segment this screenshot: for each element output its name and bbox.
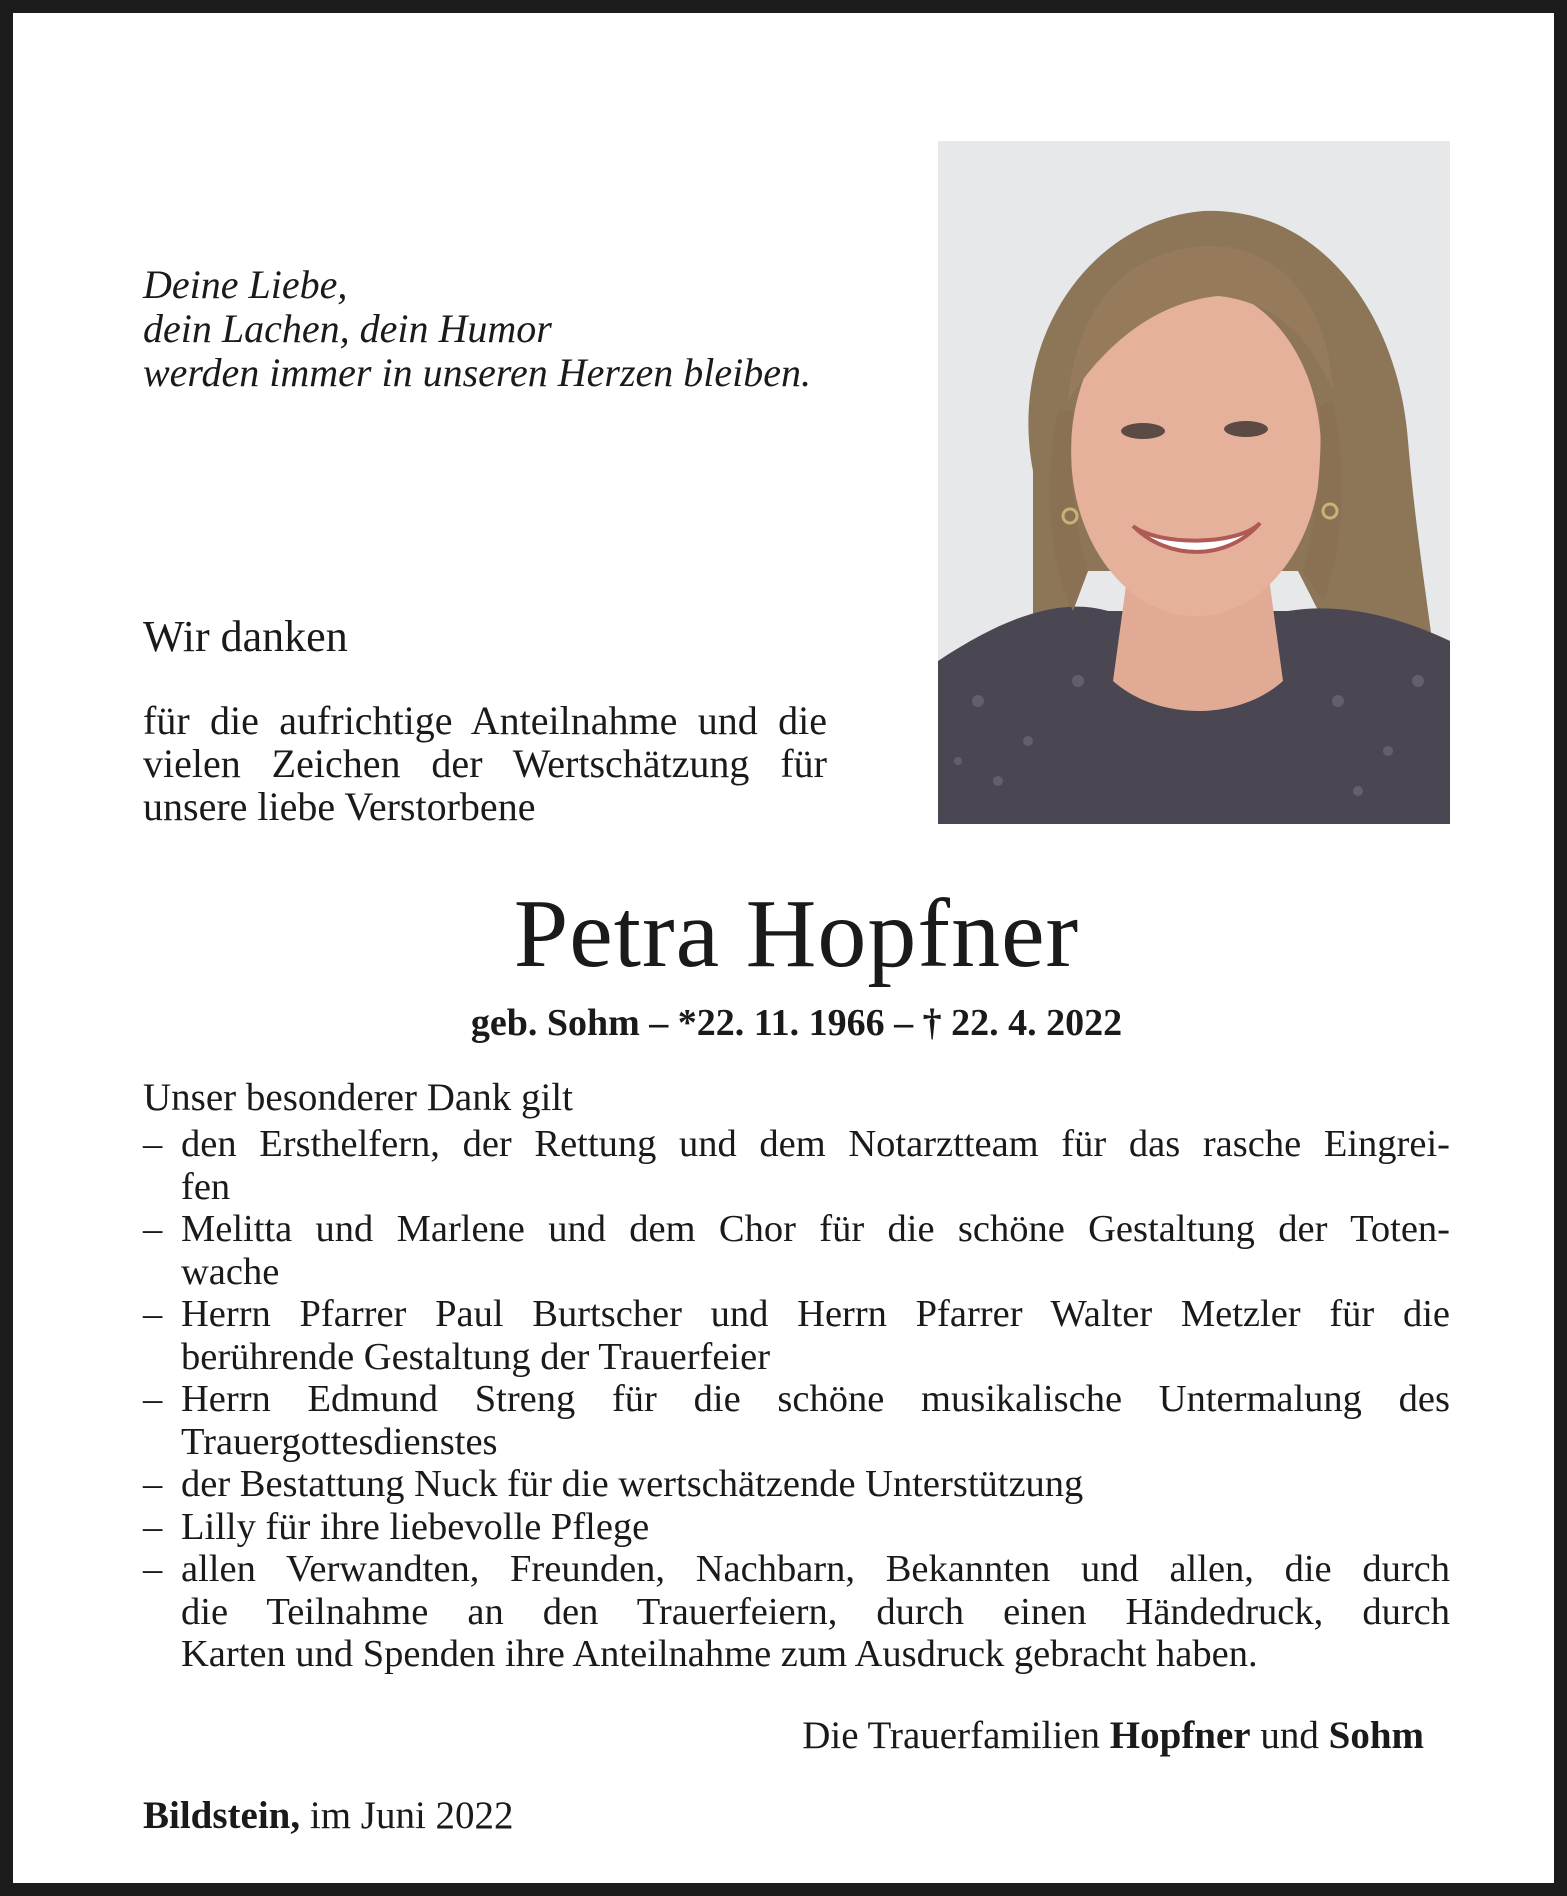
list-item [143,1378,1450,1463]
list-item-line: Lilly für ihre liebevolle Pflege [181,1505,650,1548]
thanks-line: für die aufrichtige Anteilnahme und die [143,698,827,743]
list-item [143,1293,1450,1378]
signature-prefix: Die Trauerfamilien [802,1714,1101,1757]
place-name: Bildstein, [143,1794,301,1837]
list-item-line: Karten und Spenden ihre Anteilnahme zum Ausdruck gebracht haben. [181,1633,1258,1675]
list-dash: – [143,1548,163,1590]
list-item-line: Herrn Pfarrer Paul Burtscher und Herrn Pfarrer Walter Metzler für die [181,1293,1450,1335]
notice-date: im Juni 2022 [309,1794,514,1837]
portrait-illustration [938,141,1450,824]
poem-line: dein Lachen, dein Humor [143,306,552,351]
special-thanks-list [143,1123,1450,1676]
special-thanks-intro: Unser besonderer Dank gilt [143,1076,573,1119]
list-item-line: Melitta und Marlene und dem Chor für die schöne Gestaltung der Toten- [181,1208,1450,1250]
list-item-line: die Teilnahme an den Trauerfeiern, durch einen Händedruck, durch [181,1590,1450,1633]
list-item [143,1123,1450,1208]
memorial-poem [143,263,811,395]
list-dash: – [143,1463,163,1505]
list-dash: – [143,1123,163,1165]
portrait-photo [938,141,1450,824]
thanks-line: unsere liebe Verstorbene [143,784,536,829]
family-name-sohm: Sohm [1328,1714,1424,1757]
poem-line: Deine Liebe, [143,262,348,307]
list-item [143,1208,1450,1293]
list-dash: – [143,1505,163,1548]
list-item-line: allen Verwandten, Freunden, Nachbarn, Bekannten und allen, die durch [181,1548,1450,1590]
list-dash: – [143,1378,163,1420]
family-signature [802,1713,1424,1759]
list-item-line: der Bestattung Nuck für die wertschätzende Unterstützung [181,1463,1084,1505]
place-and-date [143,1793,514,1839]
thanks-line: vielen Zeichen der Wertschätzung für [143,741,827,786]
poem-line: werden immer in unseren Herzen bleiben. [143,350,812,395]
list-item-line: den Ersthelfern, der Rettung und dem Notarztteam für das rasche Eingrei- [181,1123,1450,1165]
list-item-line: berührende Gestaltung der Trauerfeier [181,1335,771,1378]
list-item-line: fen [181,1165,231,1208]
list-item [143,1548,1450,1676]
signature-connector: und [1260,1714,1319,1757]
list-item [143,1506,1450,1549]
list-dash: – [143,1293,163,1335]
list-item-line: wache [181,1250,280,1293]
list-dash: – [143,1208,163,1250]
thanks-heading: Wir danken [143,612,348,661]
list-item [143,1463,1450,1506]
list-item-line: Herrn Edmund Streng für die schöne musikalische Untermalung des [181,1378,1450,1420]
family-name-hopfner: Hopfner [1109,1714,1251,1757]
life-dates: geb. Sohm – *22. 11. 1966 – † 22. 4. 2022 [470,1002,1123,1044]
deceased-name: Petra Hopfner [513,880,1080,988]
list-item-line: Trauergottesdienstes [181,1420,498,1463]
thanks-text [143,699,827,828]
